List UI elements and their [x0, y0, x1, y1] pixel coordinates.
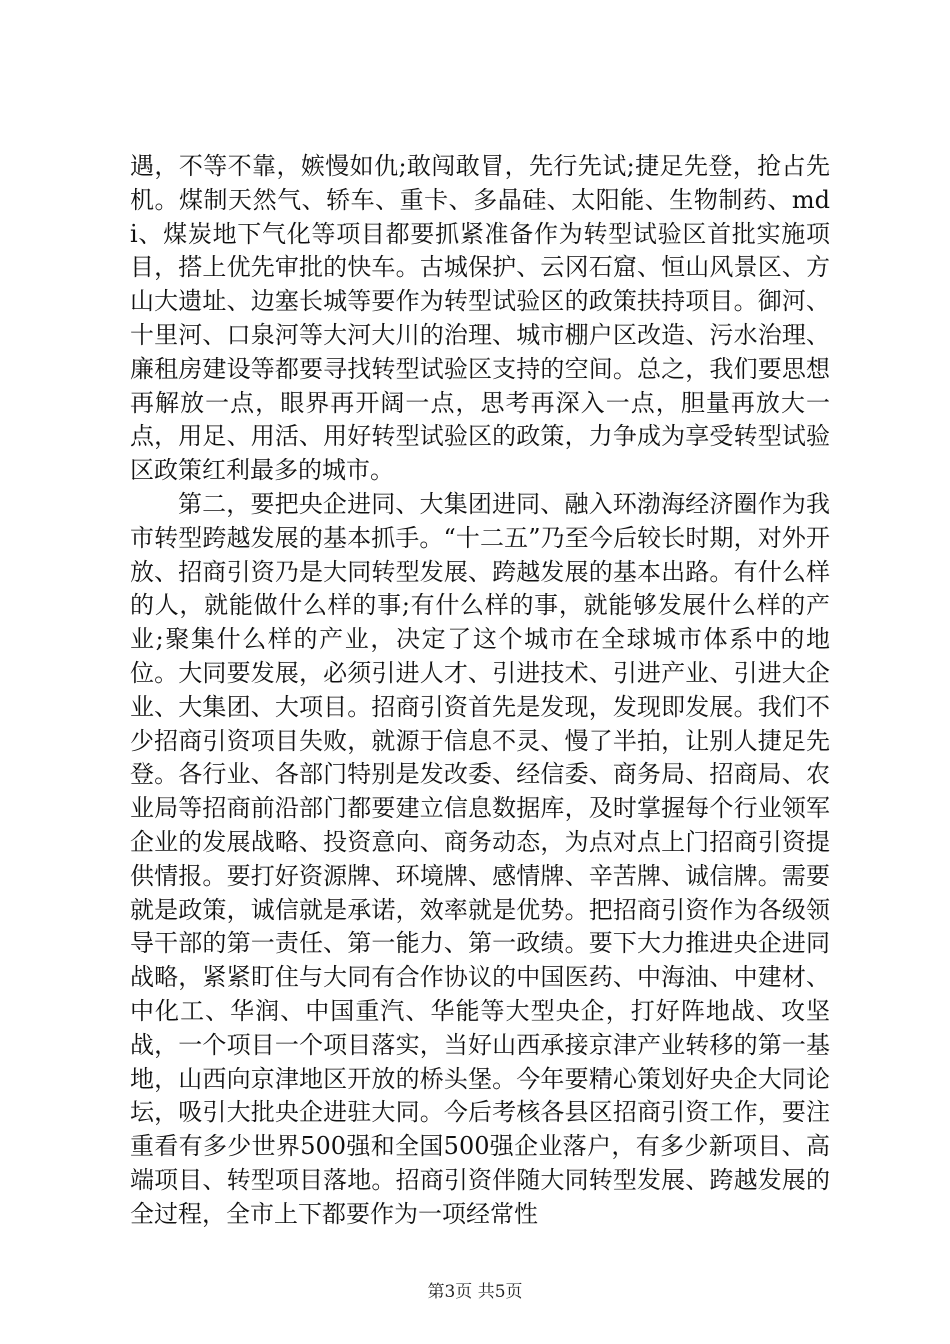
paragraph-second-point: 第二，要把央企进同、大集团进同、融入环渤海经济圈作为我市转型跨越发展的基本抓手。“十二五”乃至今后较长时期，对外开放、招商引资乃是大同转型发展、跨越发展的基本出路。有什么样的人，就能做什么样的事;有什么样的事，就能够发展什么样的产业;聚集什么样的产业，决定了这个城市在全球城市体系中的地位。大同要发展，必须引进人才、引进技术、引进产业、引进大企业、大集团、大项目。招商引资首先是发现，发现即发展。我们不少招商引资项目失败，就源于信息不灵、慢了半拍，让别人捷足先登。各行业、各部门特别是发改委、经信委、商务局、招商局、农业局等招商前沿部门都要建立信息数据库，及时掌握每个行业领军企业的发展战略、投资意向、商务动态，为点对点上门招商引资提供情报。要打好资源牌、环境牌、感情牌、辛苦牌、诚信牌。需要就是政策，诚信就是承诺，效率就是优势。把招商引资作为各级领导干部的第一责任、第一能力、第一政绩。要下大力推进央企进同战略，紧紧盯住与大同有合作协议的中国医药、中海油、中建材、中化工、华润、中国重汽、华能等大型央企，打好阵地战、攻坚战，一个项目一个项目落实，当好山西承接京津产业转移的第一基地，山西向京津地区开放的桥头堡。今年要精心策划好央企大同论坛，吸引大批央企进驻大同。今后考核各县区招商引资工作，要注重看有多少世界500强和全国500强企业落户，有多少新项目、高端项目、转型项目落地。招商引资伴随大同转型发展、跨越发展的全过程，全市上下都要作为一项经常性 — [130, 489, 830, 1228]
page-number-label: 第3页 共5页 — [427, 1282, 523, 1302]
page-footer — [0, 1277, 950, 1302]
document-body — [130, 150, 830, 1232]
paragraph-continuation: 遇，不等不靠，嫉慢如仇;敢闯敢冒，先行先试;捷足先登，抢占先机。煤制天然气、轿车、重卡、多晶硅、太阳能、生物制药、mdi、煤炭地下气化等项目都要抓紧准备作为转型试验区首批实施项目，搭上优先审批的快车。古城保护、云冈石窟、恒山风景区、方山大遗址、边塞长城等要作为转型试验区的政策扶持项目。御河、十里河、口泉河等大河大川的治理、城市棚户区改造、污水治理、廉租房建设等都要寻找转型试验区支持的空间。总之，我们要思想再解放一点，眼界再开阔一点，思考再深入一点，胆量再放大一点，用足、用活、用好转型试验区的政策，力争成为享受转型试验区政策红利最多的城市。 — [130, 152, 830, 485]
